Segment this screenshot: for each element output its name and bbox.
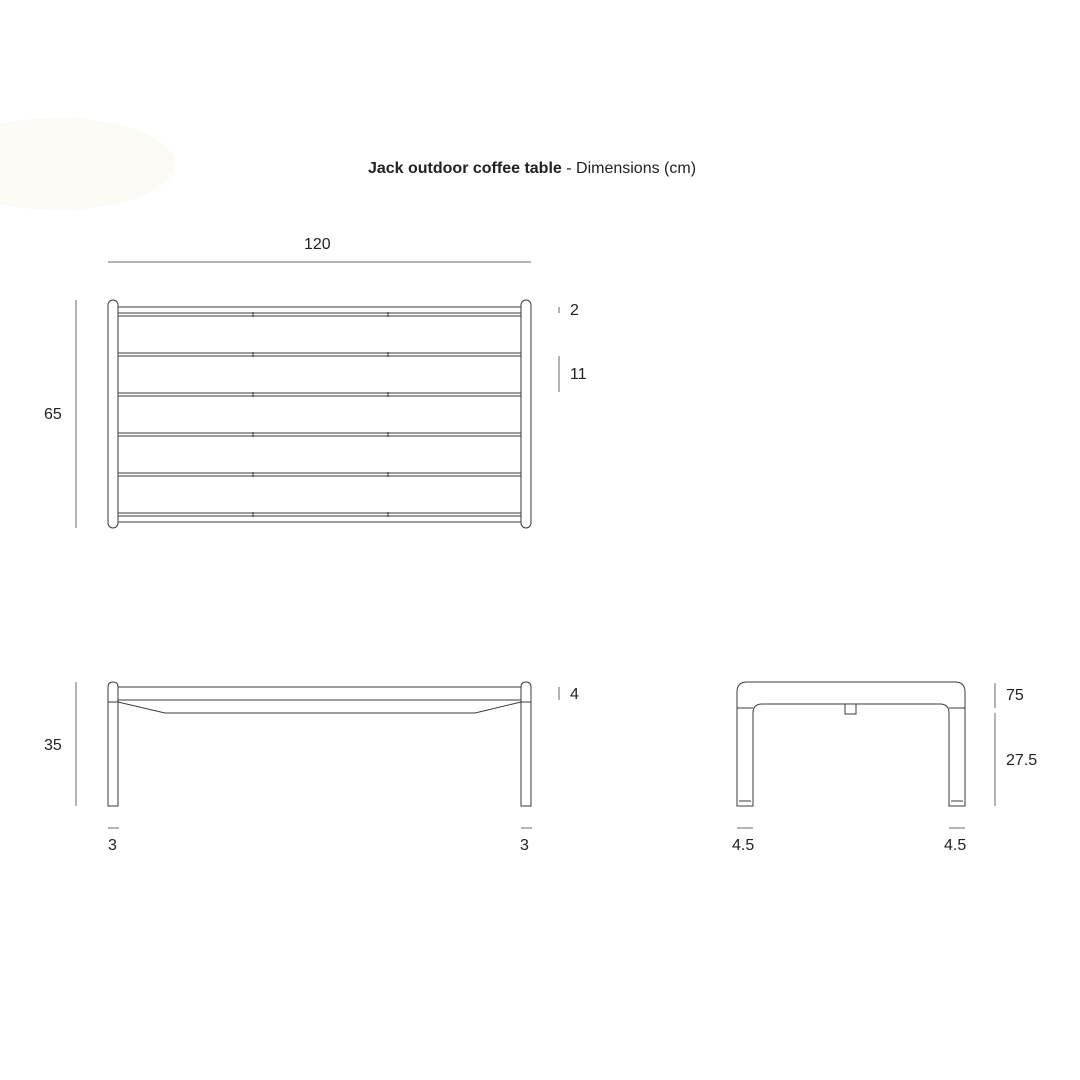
right-frame-rail [521, 300, 531, 528]
side-leg-right-label: 4.5 [944, 837, 967, 854]
center-bracket [845, 704, 856, 714]
title-subtitle: Dimensions (cm) [576, 160, 697, 177]
front-leg-right-label: 3 [520, 837, 529, 854]
title-separator: - [561, 160, 577, 177]
slats [118, 307, 521, 522]
front-top-thickness-label: 4 [570, 686, 579, 703]
product-name: Jack outdoor coffee table [367, 160, 562, 177]
side-frame [737, 682, 965, 806]
slat-joints [253, 312, 388, 517]
front-leg-left-label: 3 [108, 837, 117, 854]
front-height-label: 35 [44, 737, 62, 754]
top-rail-label: 2 [570, 302, 579, 319]
side-upper-label: 75 [1006, 687, 1024, 704]
side-leg-left-label: 4.5 [732, 837, 755, 854]
side-view [737, 682, 995, 828]
apron [118, 702, 521, 713]
left-frame-rail [108, 300, 118, 528]
top-width-label: 120 [304, 236, 331, 253]
front-right-leg [521, 682, 531, 806]
top-depth-label: 65 [44, 406, 62, 423]
side-lower-label: 27.5 [1006, 752, 1038, 769]
top-view [76, 262, 559, 528]
top-slat-label: 11 [570, 366, 587, 383]
front-view [76, 682, 559, 828]
front-left-leg [108, 682, 118, 806]
